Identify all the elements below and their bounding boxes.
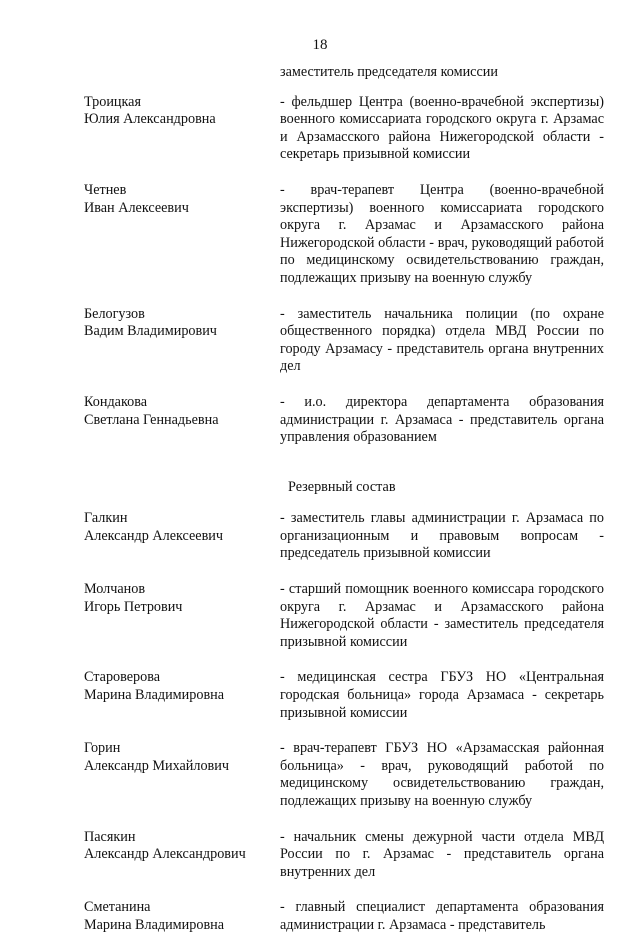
member-surname: Галкин	[84, 510, 128, 527]
member-surname: Троицкая	[84, 93, 141, 110]
member-role: - начальник смены дежурной части отдела МВД России по г. Арзамас - представитель органа внутренних дел	[280, 828, 604, 880]
member-surname: Четнев	[84, 181, 127, 198]
reserve-member-row	[84, 669, 604, 722]
member-row	[84, 182, 604, 288]
member-name	[84, 740, 280, 810]
member-name	[84, 669, 280, 722]
member-role: - врач-терапевт ГБУЗ НО «Арзамасская районная больница» - врач, руководящий работой по медицинскому освидетельствованию граждан, подлежащих призыву на военную службу	[280, 740, 604, 809]
member-given-name: Иван Алексеевич	[84, 199, 189, 216]
member-role: - старший помощник военного комиссара городского округа г. Арзамас и Арзамасского района Нижегородской области - заместитель председателя призывной комиссии	[280, 581, 604, 650]
member-given-name: Марина Владимировна	[84, 687, 225, 704]
member-name	[84, 182, 280, 288]
member-role: - и.о. директора департамента образования администрации г. Арзамаса - представитель органа управления образованием	[280, 393, 604, 446]
member-row	[84, 94, 604, 164]
reserve-member-row	[84, 510, 604, 563]
member-given-name: Александр Алексеевич	[84, 527, 224, 544]
reserve-section-title: Резервный состав	[288, 478, 396, 495]
member-role: - медицинская сестра ГБУЗ НО «Центральная городская больница» города Арзамаса - секретарь призывной комиссии	[280, 669, 604, 721]
member-given-name: Марина Владимировна	[84, 916, 225, 933]
commission-list	[84, 64, 604, 935]
member-role: - заместитель главы администрации г. Арзамаса по организационным и правовым вопросам - председатель призывной комиссии	[280, 510, 604, 562]
reserve-member-row	[84, 581, 604, 651]
member-name	[84, 394, 280, 447]
member-role: - врач-терапевт Центра (военно-врачебной экспертизы) военного комиссариата городского округа г. Арзамас и Арзамасского района Нижегородской области - врач, руководящий работой по медицинскому освидетельствованию граждан, подлежащих призыву на военную службу	[280, 181, 604, 286]
member-surname: Молчанов	[84, 581, 146, 598]
member-surname: Пасякин	[84, 828, 136, 845]
member-surname: Белогузов	[84, 305, 145, 322]
member-given-name: Светлана Геннадьевна	[84, 411, 219, 428]
member-surname: Сметанина	[84, 899, 151, 916]
member-name	[84, 829, 280, 882]
member-row	[84, 394, 604, 447]
member-given-name: Игорь Петрович	[84, 598, 183, 615]
member-name	[84, 581, 280, 651]
reserve-member-row	[84, 740, 604, 810]
reserve-member-row	[84, 829, 604, 882]
continuation-text: заместитель председателя комиссии	[280, 64, 498, 80]
member-name	[84, 510, 280, 563]
member-name	[84, 94, 280, 164]
member-name	[84, 306, 280, 376]
member-role: - фельдшер Центра (военно-врачебной экспертизы) военного комиссариата городского округа г. Арзамас и Арзамасского района Нижегородской области - секретарь призывной комиссии	[280, 93, 604, 163]
member-row	[84, 306, 604, 376]
member-role: - заместитель начальника полиции (по охране общественного порядка) отдела МВД России по городу Арзамасу - представитель органа внутренних дел	[280, 305, 604, 375]
member-surname: Староверова	[84, 669, 161, 686]
member-role: - главный специалист департамента образования администрации г. Арзамаса - представитель	[280, 899, 604, 933]
member-given-name: Александр Александрович	[84, 846, 246, 863]
member-surname: Кондакова	[84, 393, 148, 410]
member-surname: Горин	[84, 740, 121, 757]
page-number: 18	[312, 37, 328, 53]
member-given-name: Юлия Александровна	[84, 111, 216, 128]
member-given-name: Вадим Владимирович	[84, 323, 217, 340]
member-given-name: Александр Михайлович	[84, 757, 229, 774]
